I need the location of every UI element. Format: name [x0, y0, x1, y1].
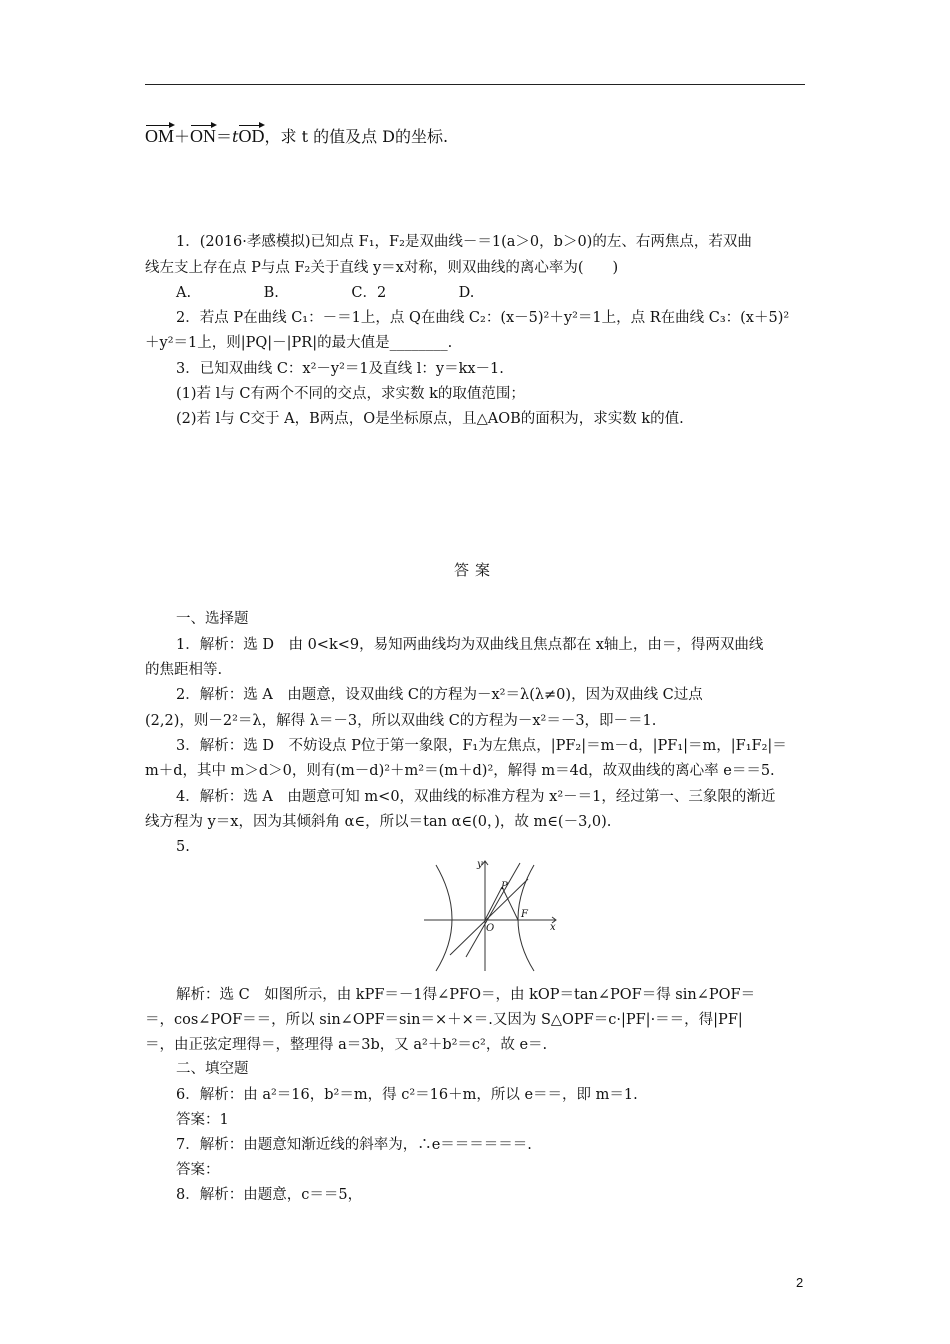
vector-line-tail: ，求 t 的值及点 D的坐标. — [264, 127, 449, 146]
asymptote-1 — [466, 863, 520, 957]
answer-1-line-1: 1．解析：选 D 由 0<k<9，易知两曲线均为双曲线且焦点都在 x轴上，由＝，得两双曲线 — [176, 637, 764, 653]
problem-2-line-2: ＋y²＝1上，则|PQ|－|PR|的最大值是________. — [145, 335, 453, 351]
label-y: y — [477, 859, 483, 870]
answer-4-line-1: 4．解析：选 A 由题意可知 m<0，双曲线的标准方程为 x²－＝1，经过第一、三象限的渐近 — [176, 789, 776, 805]
vector-equation-line — [145, 126, 448, 147]
answer-5-line-1: 解析：选 C 如图所示，由 kPF＝－1得∠PFO＝，由 kOP＝tan∠POF＝得 sin∠POF＝ — [176, 987, 756, 1003]
left-branch — [436, 865, 452, 971]
problem-3-part-1: (1)若 l与 C有两个不同的交点，求实数 k的取值范围； — [176, 386, 525, 402]
answer-3-line-1: 3．解析：选 D 不妨设点 P位于第一象限，F₁为左焦点，|PF₂|＝m－d，|PF₁|＝m，|F₁F₂|＝ — [176, 738, 787, 754]
header-rule — [145, 84, 805, 85]
section-fill-heading: 二、填空题 — [176, 1061, 249, 1077]
answer-6-line: 6．解析：由 a²＝16，b²＝m，得 c²＝16＋m，所以 e＝＝，即 m＝1. — [176, 1087, 638, 1103]
problem-3-part-2: (2)若 l与 C交于 A，B两点，O是坐标原点，且△AOB的面积为，求实数 k的值. — [176, 411, 684, 427]
label-x: x — [550, 922, 556, 933]
problem-3-line-1: 3．已知双曲线 C：x²－y²＝1及直线 l：y＝kx－1. — [176, 361, 504, 377]
label-o: O — [486, 923, 495, 934]
vector-om: OM — [145, 126, 175, 146]
answer-title: 答案 — [453, 561, 496, 579]
answer-8-line: 8．解析：由题意，c＝＝5， — [176, 1187, 363, 1203]
segment-op — [485, 887, 502, 920]
label-p: P — [501, 881, 508, 892]
answer-5-number: 5. — [176, 839, 190, 855]
answer-2-line-1: 2．解析：选 A 由题意，设双曲线 C的方程为－x²＝λ(λ≠0)，因为双曲线 C过点 — [176, 687, 703, 703]
vector-od: OD — [238, 126, 265, 146]
plus-sign: ＋ — [174, 127, 191, 146]
problem-1-options: A. B. C．2 D. — [176, 285, 475, 301]
page-number: 2 — [796, 1275, 804, 1290]
label-f: F — [521, 909, 528, 920]
answer-7-line: 7．解析：由题意知渐近线的斜率为，∴e＝＝＝＝＝＝. — [176, 1137, 532, 1153]
answer-1-line-2: 的焦距相等. — [145, 662, 223, 678]
answer-4-line-2: 线方程为 y＝x，因为其倾斜角 α∈，所以＝tan α∈(0，)，故 m∈(－3,0). — [145, 814, 612, 830]
scalar-t: t — [232, 127, 239, 146]
answer-6-result: 答案：1 — [176, 1112, 229, 1128]
answer-5-line-3: ＝，由正弦定理得＝，整理得 a＝3b，又 a²＋b²＝c²，故 e＝. — [145, 1037, 548, 1053]
answer-2-line-2: (2,2)，则－2²＝λ，解得 λ＝－3，所以双曲线 C的方程为－x²＝－3，即－＝1. — [145, 713, 657, 729]
problem-2-line-1: 2．若点 P在曲线 C₁：－＝1上，点 Q在曲线 C₂：(x－5)²＋y²＝1上，点 R在曲线 C₃：(x＋5)² — [176, 310, 790, 326]
answer-7-result: 答案： — [176, 1162, 220, 1178]
section-choice-heading: 一、选择题 — [176, 611, 249, 627]
hyperbola-figure — [422, 857, 562, 973]
problem-1-line-2: 线左支上存在点 P与点 F₂关于直线 y＝x对称，则双曲线的离心率为( ) — [145, 260, 619, 276]
vector-on: ON — [190, 126, 217, 146]
problem-1-line-1: 1．(2016·孝感模拟)已知点 F₁，F₂是双曲线－＝1(a＞0，b＞0)的左、右两焦点，若双曲 — [176, 234, 752, 250]
equals-sign: ＝ — [216, 127, 233, 146]
answer-5-line-2: ＝，cos∠POF＝＝，所以 sin∠OPF＝sin＝×＋×＝.又因为 S△OPF＝c·|PF|·＝＝，得|PF| — [145, 1012, 743, 1028]
answer-3-line-2: m＋d，其中 m＞d＞0，则有(m－d)²＋m²＝(m＋d)²，解得 m＝4d，故双曲线的离心率 e＝＝5. — [145, 763, 775, 779]
